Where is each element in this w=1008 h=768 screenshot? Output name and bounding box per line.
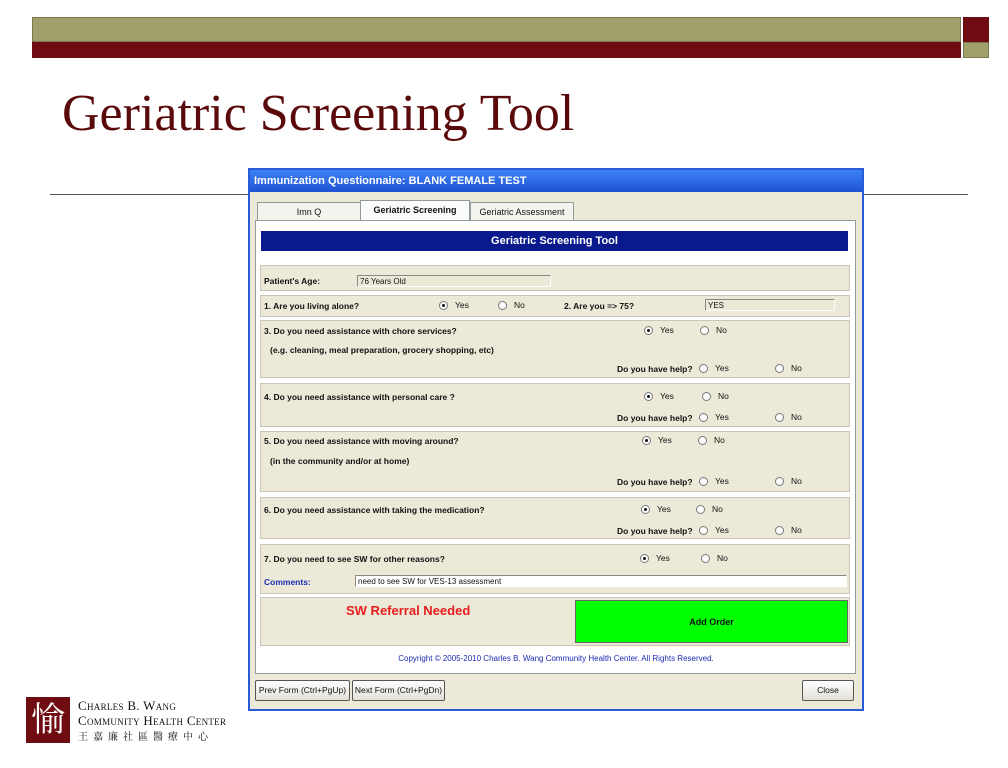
q1-yes-radio[interactable]	[439, 301, 448, 310]
q5-help-label: Do you have help?	[617, 477, 693, 487]
q3-help-label: Do you have help?	[617, 364, 693, 374]
tab-geriatric-assessment[interactable]: Geriatric Assessment	[470, 202, 574, 221]
q6-yes-radio[interactable]	[641, 505, 650, 514]
q6-yes-label: Yes	[657, 504, 671, 514]
q7-yes-label: Yes	[656, 553, 670, 563]
q6-label: 6. Do you need assistance with taking the medication?	[264, 505, 485, 515]
prev-form-button[interactable]: Prev Form (Ctrl+PgUp)	[255, 680, 350, 701]
q5-help-yes-label: Yes	[715, 476, 729, 486]
q4-no-label: No	[718, 391, 729, 401]
q4-help-no-label: No	[791, 412, 802, 422]
q7-yes-radio[interactable]	[640, 554, 649, 563]
q3-help-yes-radio[interactable]	[699, 364, 708, 373]
q3-no-label: No	[716, 325, 727, 335]
q6-no-radio[interactable]	[696, 505, 705, 514]
q3-help-no-radio[interactable]	[775, 364, 784, 373]
logo-name-line1: Charles B. Wang	[78, 698, 177, 713]
q5-help-no-label: No	[791, 476, 802, 486]
q6-help-yes-label: Yes	[715, 525, 729, 535]
q4-help-yes-radio[interactable]	[699, 413, 708, 422]
header-square-maroon	[963, 17, 989, 42]
q3-no-radio[interactable]	[700, 326, 709, 335]
q5-label: 5. Do you need assistance with moving around?	[264, 436, 459, 446]
q7-no-label: No	[717, 553, 728, 563]
close-button[interactable]: Close	[802, 680, 854, 701]
age-group	[260, 265, 850, 291]
q2-field[interactable]: YES	[705, 299, 835, 311]
q3-label: 3. Do you need assistance with chore services?	[264, 326, 457, 336]
q5-help-no-radio[interactable]	[775, 477, 784, 486]
q4-help-label: Do you have help?	[617, 413, 693, 423]
q4-label: 4. Do you need assistance with personal care ?	[264, 392, 455, 402]
comments-input[interactable]: need to see SW for VES-13 assessment	[355, 575, 847, 587]
q3-yes-radio[interactable]	[644, 326, 653, 335]
age-field[interactable]: 76 Years Old	[357, 275, 551, 287]
q5-no-label: No	[714, 435, 725, 445]
q6-group	[260, 497, 850, 539]
q3-yes-label: Yes	[660, 325, 674, 335]
q5-no-radio[interactable]	[698, 436, 707, 445]
header-bar-maroon	[32, 42, 961, 58]
add-order-button[interactable]: Add Order	[575, 600, 848, 643]
logo-name	[78, 698, 226, 728]
questionnaire-window	[248, 168, 864, 711]
next-form-button[interactable]: Next Form (Ctrl+PgDn)	[352, 680, 445, 701]
q3-sub: (e.g. cleaning, meal preparation, grocery shopping, etc)	[270, 345, 494, 355]
q5-yes-label: Yes	[658, 435, 672, 445]
logo-chinese: 王嘉廉社區醫療中心	[78, 732, 213, 743]
header-bar-olive	[32, 17, 961, 42]
q6-help-no-radio[interactable]	[775, 526, 784, 535]
q7-no-radio[interactable]	[701, 554, 710, 563]
q4-group	[260, 383, 850, 427]
q1-no-label: No	[514, 300, 525, 310]
q4-yes-radio[interactable]	[644, 392, 653, 401]
q6-help-no-label: No	[791, 525, 802, 535]
q6-help-yes-radio[interactable]	[699, 526, 708, 535]
q1-label: 1. Are you living alone?	[264, 301, 360, 311]
tab-imn-q[interactable]: Imn Q	[257, 202, 361, 221]
q1-no-radio[interactable]	[498, 301, 507, 310]
logo-icon: 愉	[26, 697, 70, 743]
q6-help-label: Do you have help?	[617, 526, 693, 536]
copyright-text: Copyright © 2005-2010 Charles B. Wang Community Health Center. All Rights Reserved.	[398, 654, 714, 663]
q7-label: 7. Do you need to see SW for other reasons?	[264, 554, 445, 564]
q5-help-yes-radio[interactable]	[699, 477, 708, 486]
header-square-olive	[963, 42, 989, 58]
q4-yes-label: Yes	[660, 391, 674, 401]
comments-label: Comments:	[264, 577, 311, 587]
logo-name-line2: Community Health Center	[78, 713, 227, 728]
q5-sub: (in the community and/or at home)	[270, 456, 410, 466]
q4-help-no-radio[interactable]	[775, 413, 784, 422]
section-header: Geriatric Screening Tool	[261, 231, 848, 251]
q4-help-yes-label: Yes	[715, 412, 729, 422]
referral-status: SW Referral Needed	[346, 603, 471, 618]
q4-no-radio[interactable]	[702, 392, 711, 401]
q2-label: 2. Are you => 75?	[564, 301, 635, 311]
q3-help-yes-label: Yes	[715, 363, 729, 373]
window-title: Immunization Questionnaire: BLANK FEMALE TEST	[250, 170, 862, 192]
age-label: Patient's Age:	[264, 276, 321, 286]
q1-yes-label: Yes	[455, 300, 469, 310]
tab-geriatric-screening[interactable]: Geriatric Screening	[360, 200, 470, 221]
q5-yes-radio[interactable]	[642, 436, 651, 445]
q6-no-label: No	[712, 504, 723, 514]
q3-help-no-label: No	[791, 363, 802, 373]
slide-title: Geriatric Screening Tool	[62, 85, 575, 142]
